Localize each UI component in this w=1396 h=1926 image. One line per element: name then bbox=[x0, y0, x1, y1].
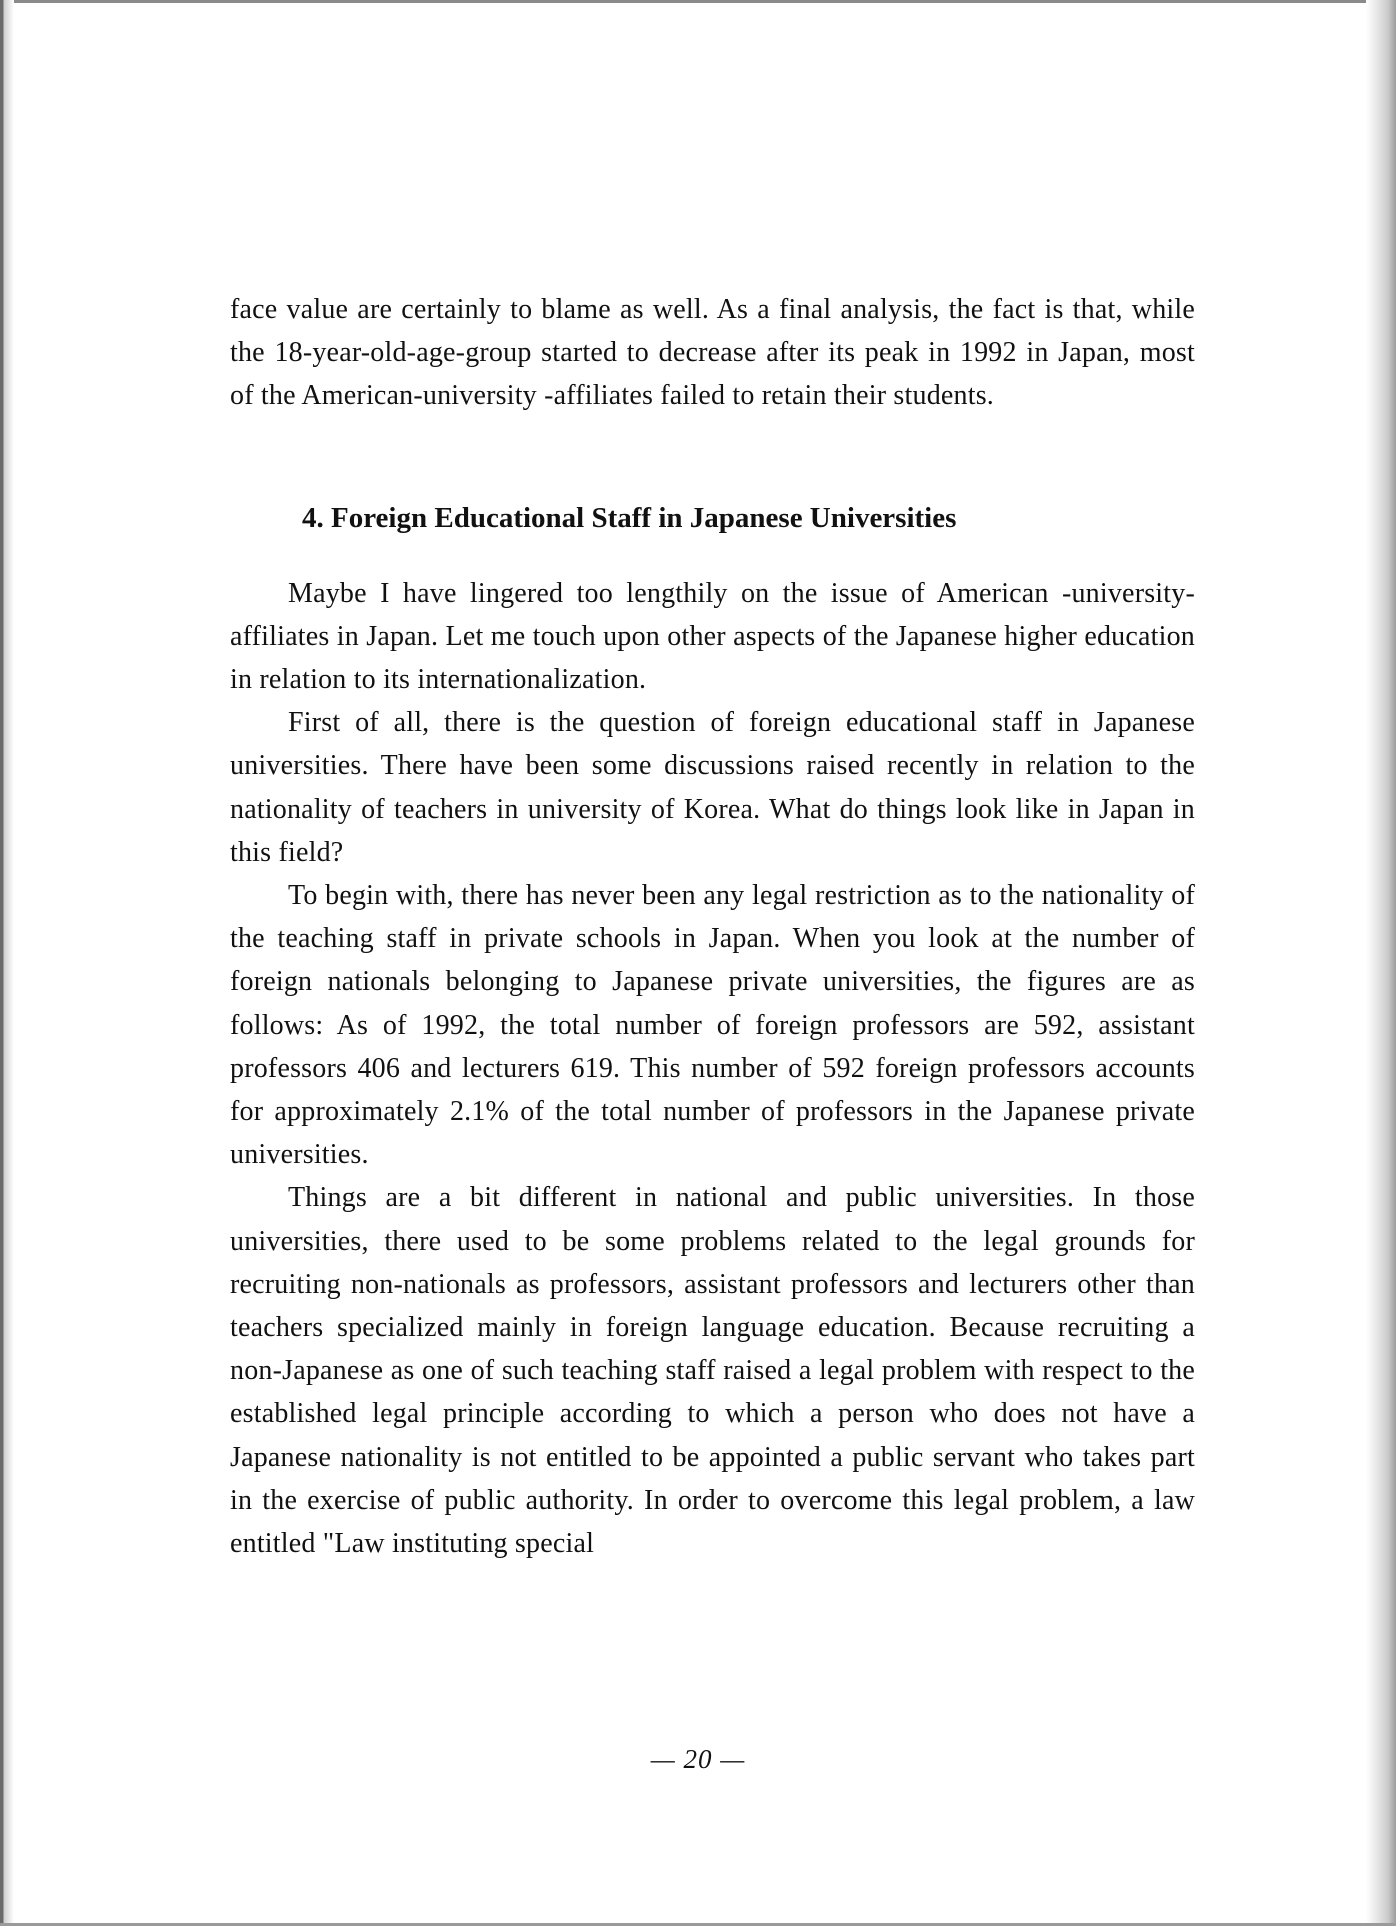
page-edge-top bbox=[0, 0, 1396, 3]
body-paragraph-2: First of all, there is the question of foreign educational staff in Japanese universities. There have been some discussions raised recently in relation to the nationality of teachers in university of Korea. What do things look like in Japan in this field? bbox=[230, 707, 1195, 868]
page-edge-left bbox=[0, 0, 14, 1926]
opening-paragraph: face value are certainly to blame as well. As a final analysis, the fact is that, while the 18-year-old-age-group started to decrease after its peak in 1992 in Japan, most of the American-university -affiliates failed to retain their students. bbox=[230, 294, 1195, 412]
page-content bbox=[230, 288, 1195, 1565]
page-number: — 20 — bbox=[650, 1744, 746, 1774]
body-paragraph-1: Maybe I have lingered too lengthily on the issue of American -university-affiliates in Japan. Let me touch upon other aspects of the Japanese higher education in relation to its internationalization. bbox=[230, 577, 1195, 696]
section-heading: 4. Foreign Educational Staff in Japanese Universities bbox=[302, 501, 957, 534]
body-paragraph-3: To begin with, there has never been any legal restriction as to the nationality of the teaching staff in private schools in Japan. When you look at the number of foreign nationals belonging to Japanese private universities, the figures are as follows: As of 1992, the total number of foreign professors are 592, assistant professors 406 and lecturers 619. This number of 592 foreign professors accounts for approximately 2.1% of the total number of professors in the Japanese private universities. bbox=[230, 880, 1195, 1171]
body-paragraph-4: Things are a bit different in national and public universities. In those universities, there used to be some problems related to the legal grounds for recruiting non-nationals as professors, assistant professors and lecturers other than teachers specialized mainly in foreign language education. Because recruiting a non-Japanese as one of such teaching staff raised a legal problem with respect to the established legal principle according to which a person who does not have a Japanese nationality is not entitled to be appointed a public servant who takes part in the exercise of public authority. In order to overcome this legal problem, a law entitled "Law instituting special bbox=[230, 1182, 1195, 1560]
page-edge-shadow-right bbox=[1366, 0, 1396, 1926]
